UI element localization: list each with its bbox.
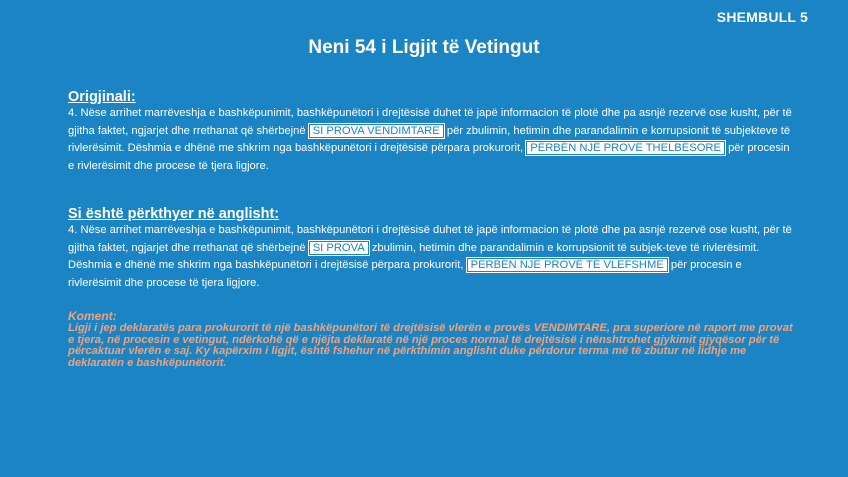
original-paragraph bbox=[68, 105, 793, 175]
original-text-3: për procesin e rivlerësimit dhe procese të tjera ligjore. bbox=[68, 142, 790, 172]
translation-paragraph bbox=[68, 222, 793, 292]
translation-text-3: për procesin e rivlerësimit dhe procese të tjera ligjore. bbox=[68, 259, 742, 289]
comment-heading: Koment: bbox=[68, 309, 117, 323]
original-heading: Origjinali: bbox=[68, 89, 136, 105]
original-text-2: për zbulimin, hetimin dhe parandalimin e korrupsionit të subjekteve të rivlerësimit. Dëshmia e dhënë me shkrim nga bashkëpunëtori i drejtësisë përpara prokurorit, bbox=[68, 124, 791, 154]
comment-section bbox=[68, 310, 793, 369]
translation-text-2: zbulimin, hetimin dhe parandalimin e korrupsionit të subjek-teve të rivlerësimit. Dëshmia e dhënë me shkrim nga bashkëpunëtori i drejtësisë përpara prokurorit, bbox=[68, 241, 760, 271]
translation-heading: Si është përkthyer në anglisht: bbox=[68, 206, 280, 222]
page-title: Neni 54 i Ligjit të Vetingut bbox=[308, 37, 540, 58]
comment-body: Ligji i jep deklaratës para prokurorit të një bashkëpunëtori të drejtësisë vlerën e provës VENDIMTARE, pra superiore në raport me provat e tjera, në procesin e vetingut, ndërkohë që e njëjta deklaratë në një proces normal të drejtësisë i nënshtrohet gjykimit gjyqësor për të përcaktuar vlerën e saj. Ky kapërxim i ligjit, është fshehur në përkthimin anglisht duke përdorur terma më të zbutur në lidhje me deklaratën e bashkëpunëtorit. bbox=[68, 322, 793, 369]
translation-highlight-1: SI PROVA bbox=[309, 241, 369, 255]
original-text-1: 4. Nëse arrihet marrëveshja e bashkëpunimit, bashkëpunëtori i drejtësisë duhet të japë informacion të plotë dhe pa asnjë rezervë ose kusht, për të gjitha faktet, ngjarjet dhe rrethanat që shërbejnë bbox=[68, 107, 792, 137]
example-label: SHEMBULL 5 bbox=[716, 9, 808, 25]
original-section bbox=[68, 89, 793, 175]
original-highlight-2: PËRBËN NJË PROVË THELBËSORE bbox=[526, 141, 725, 155]
translation-section bbox=[68, 206, 793, 292]
original-highlight-1: SI PROVA VENDIMTARE bbox=[309, 124, 444, 138]
translation-text-1: 4. Nëse arrihet marrëveshja e bashkëpunimit, bashkëpunëtori i drejtësisë duhet të japë informacion të plotë dhe pa asnjë rezervë ose kusht, për të gjitha faktet, ngjarjet dhe rrethanat që shërbejnë bbox=[68, 224, 792, 254]
translation-highlight-2: PËRBËN NJË PROVË TË VLEFSHME bbox=[467, 258, 668, 272]
